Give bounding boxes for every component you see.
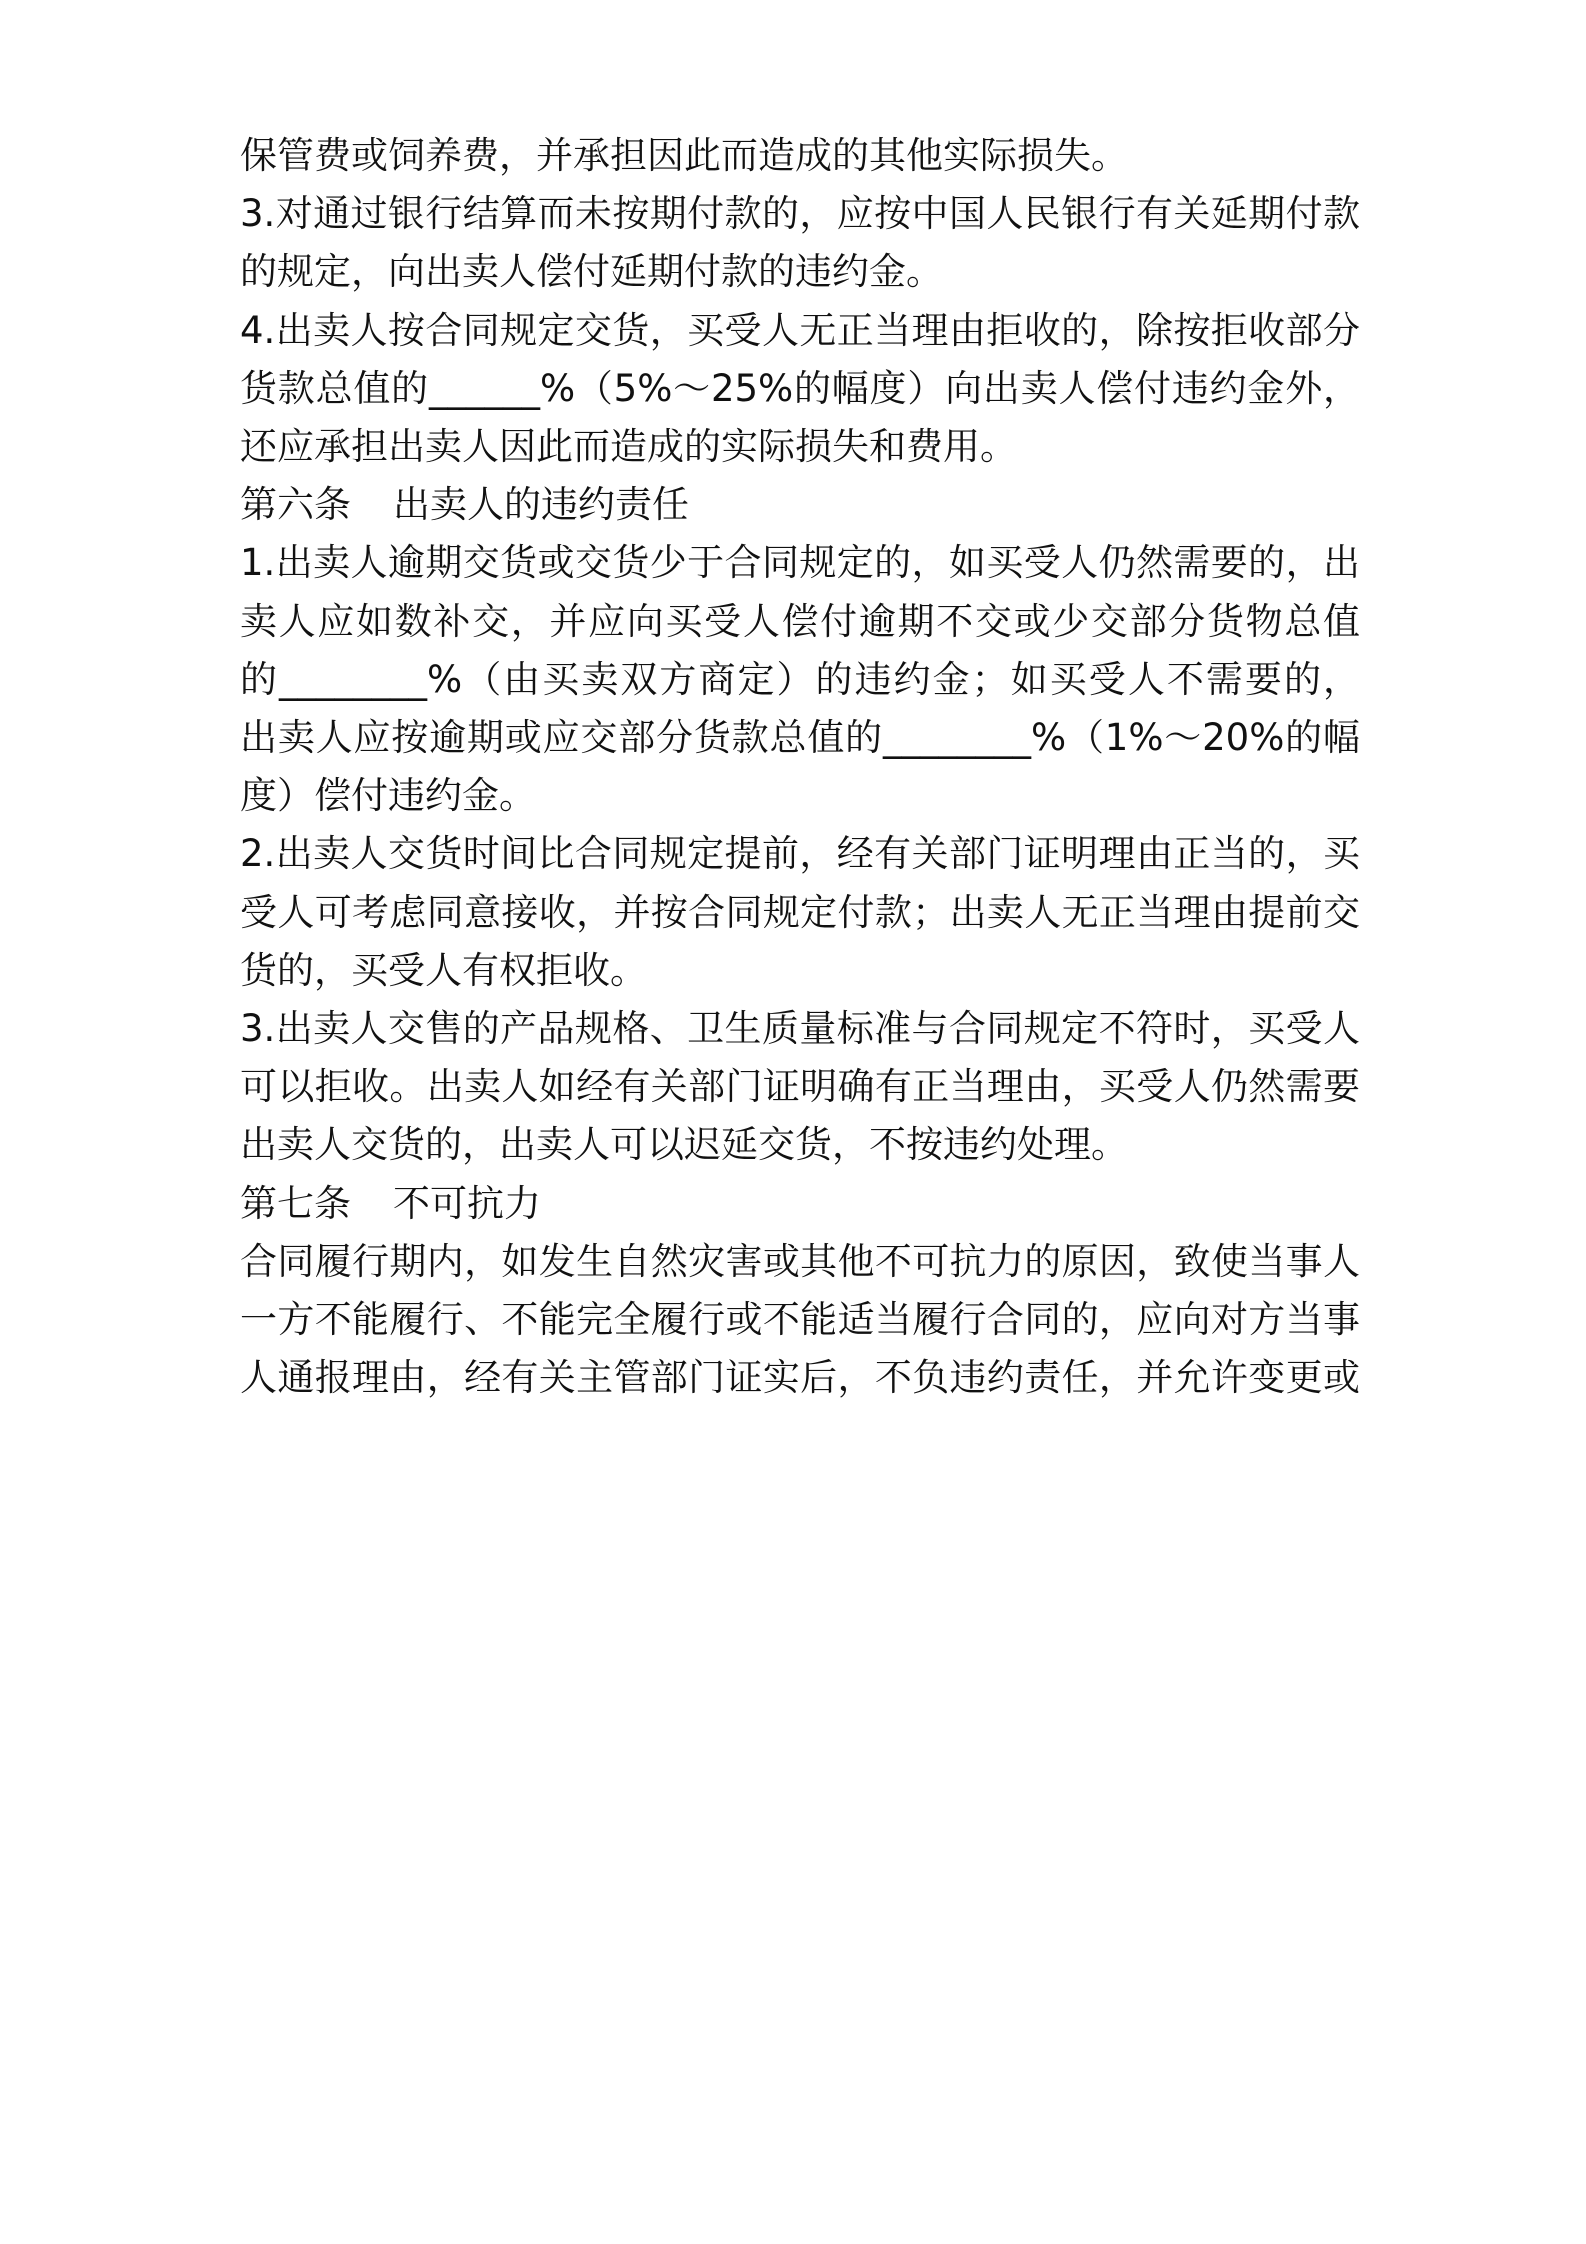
paragraph-line: 可以拒收。出卖人如经有关部门证明确有正当理由，买受人仍然需要	[240, 1065, 1360, 1108]
paragraph-line: 3.出卖人交售的产品规格、卫生质量标准与合同规定不符时，买受人	[240, 1007, 1360, 1050]
paragraph-line: 4.出卖人按合同规定交货，买受人无正当理由拒收的，除按拒收部分	[240, 309, 1360, 352]
paragraph-line: 的规定，向出卖人偿付延期付款的违约金。	[240, 250, 943, 293]
paragraph-line: 还应承担出卖人因此而造成的实际损失和费用。	[240, 425, 1017, 468]
paragraph-line: 受人可考虑同意接收，并按合同规定付款；出卖人无正当理由提前交	[240, 891, 1360, 934]
article-heading	[240, 475, 1360, 535]
paragraph-line: 合同履行期内，如发生自然灾害或其他不可抗力的原因，致使当事人	[240, 1240, 1360, 1283]
paragraph-line: 出卖人交货的，出卖人可以迟延交货，不按违约处理。	[240, 1123, 1128, 1166]
paragraph-line: 货的，买受人有权拒收。	[240, 949, 647, 992]
paragraph-line: 2.出卖人交货时间比合同规定提前，经有关部门证明理由正当的，买	[240, 832, 1360, 875]
article-number: 第六条	[240, 483, 351, 526]
paragraph-line: 3.对通过银行结算而未按期付款的，应按中国人民银行有关延期付款	[240, 192, 1360, 235]
paragraph-line: 1.出卖人逾期交货或交货少于合同规定的，如买受人仍然需要的，出	[240, 541, 1360, 584]
article-heading	[240, 1174, 1360, 1234]
paragraph-line: 货款总值的______%（5%～25%的幅度）向出卖人偿付违约金外，	[240, 367, 1360, 410]
paragraph-line: 保管费或饲养费，并承担因此而造成的其他实际损失。	[240, 134, 1128, 177]
paragraph-line: 卖人应如数补交，并应向买受人偿付逾期不交或少交部分货物总值	[240, 600, 1360, 643]
paragraph-line: 出卖人应按逾期或应交部分货款总值的________%（1%～20%的幅	[240, 716, 1360, 759]
article-number: 第七条	[240, 1182, 351, 1225]
paragraph-line: 的________%（由买卖双方商定）的违约金；如买受人不需要的，	[240, 658, 1360, 701]
article-title: 出卖人的违约责任	[393, 483, 689, 526]
article-title: 不可抗力	[393, 1182, 541, 1225]
paragraph-line: 度）偿付违约金。	[240, 774, 536, 817]
paragraph-line: 一方不能履行、不能完全履行或不能适当履行合同的，应向对方当事	[240, 1298, 1360, 1341]
paragraph-line: 人通报理由，经有关主管部门证实后，不负违约责任，并允许变更或	[240, 1356, 1360, 1399]
